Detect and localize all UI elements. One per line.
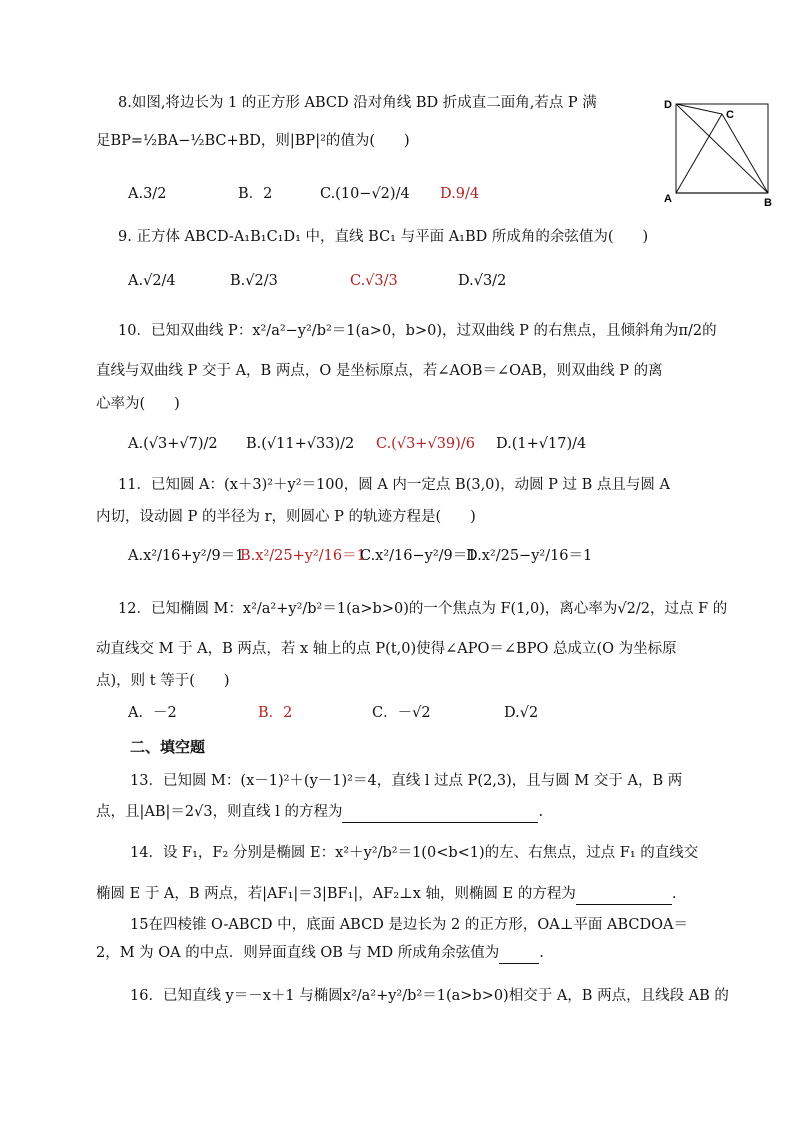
q11-option-d: D.x²/25−y²/16＝1 — [466, 548, 593, 564]
q15-stem-line2: 2，M 为 OA 的中点．则异面直线 OB 与 MD 所成角余弦值为 . — [96, 942, 544, 964]
fig-label-b: B — [764, 197, 772, 209]
q9-option-d: D.√3/2 — [458, 273, 507, 289]
q11-option-a: A.x²/16+y²/9＝1 — [128, 548, 245, 564]
q10-stem-line2: 直线与双曲线 P 交于 A，B 两点，O 是坐标原点，若∠AOB＝∠OAB，则双曲线 P 的离 — [96, 363, 663, 379]
q14-stem-line2: 椭圆 E 于 A，B 两点，若|AF₁|＝3|BF₁|，AF₂⊥x 轴，则椭圆 E 的方程为 . — [96, 883, 676, 905]
fig-label-d: D — [664, 99, 672, 111]
q10-option-d: D.(1+√17)/4 — [496, 436, 587, 452]
q12-stem-line2: 动直线交 M 于 A，B 两点，若 x 轴上的点 P(t,0)使得∠APO＝∠BPO 总成立(O 为坐标原 — [96, 641, 677, 657]
q10-option-b: B.(√11+√33)/2 — [246, 436, 355, 452]
q15-answer-blank[interactable] — [499, 947, 539, 964]
q9-option-b: B.√2/3 — [230, 273, 278, 289]
section-title-fill-in: 二、填空题 — [130, 738, 206, 756]
fig-label-c: C — [726, 109, 734, 121]
q10-stem-line3: 心率为( ) — [96, 396, 180, 412]
q15-stem-line1: 15在四棱锥 O-ABCD 中，底面 ABCD 是边长为 2 的正方形，OA⊥平面 ABCDOA＝ — [130, 917, 688, 933]
q12-option-b: B．2 — [258, 705, 293, 721]
q10-option-a: A.(√3+√7)/2 — [128, 436, 218, 452]
q13-stem-line1: 13．已知圆 M：(x－1)²＋(y－1)²＝4，直线 l 过点 P(2,3)，且与圆 M 交于 A，B 两 — [130, 773, 683, 789]
fig-label-a: A — [664, 193, 672, 205]
q8-option-b: B．2 — [238, 186, 273, 202]
q11-stem-line1: 11．已知圆 A：(x＋3)²＋y²＝100，圆 A 内一定点 B(3,0)，动圆 P 过 B 点且与圆 A — [118, 477, 670, 493]
q9-option-a: A.√2/4 — [128, 273, 176, 289]
q8-figure — [660, 96, 780, 211]
q9-option-c: C.√3/3 — [350, 273, 398, 289]
q8-option-c: C.(10−√2)/4 — [320, 186, 410, 202]
q13-stem-line2: 点，且|AB|＝2√3，则直线 l 的方程为 . — [96, 801, 543, 823]
q16-stem-line1: 16．已知直线 y＝－x＋1 与椭圆x²/a²+y²/b²＝1(a>b>0)相交于 A，B 两点，且线段 AB 的 — [130, 988, 729, 1004]
q14-text: 椭圆 E 于 A，B 两点，若|AF₁|＝3|BF₁|，AF₂⊥x 轴，则椭圆 E 的方程为 — [96, 886, 576, 902]
q13-answer-blank[interactable] — [342, 806, 538, 823]
q10-stem-line1: 10．已知双曲线 P：x²/a²−y²/b²＝1(a>0，b>0)，过双曲线 P 的右焦点，且倾斜角为π/2的 — [118, 323, 717, 339]
q12-option-a: A．－2 — [128, 705, 177, 721]
q13-text: 点，且|AB|＝2√3，则直线 l 的方程为 — [96, 804, 343, 820]
q8-stem-line1: 8.如图,将边长为 1 的正方形 ABCD 沿对角线 BD 折成直二面角,若点 P 满 — [118, 95, 597, 111]
q12-option-d: D.√2 — [504, 705, 539, 721]
q11-option-b: B.x²/25+y²/16＝1 — [240, 548, 366, 564]
q12-stem-line3: 点)，则 t 等于( ) — [96, 673, 230, 689]
q15-text: 2，M 为 OA 的中点．则异面直线 OB 与 MD 所成角余弦值为 — [96, 945, 500, 961]
q11-option-c: C.x²/16−y²/9＝1 — [360, 548, 477, 564]
q14-stem-line1: 14．设 F₁，F₂ 分别是椭圆 E：x²＋y²/b²＝1(0<b<1)的左、右焦点，过点 F₁ 的直线交 — [130, 845, 699, 861]
q14-answer-blank[interactable] — [576, 888, 672, 905]
q8-stem-line2: 足BP=½BA−½BC+BD，则|BP|²的值为( ) — [96, 133, 410, 149]
q11-stem-line2: 内切，设动圆 P 的半径为 r，则圆心 P 的轨迹方程是( ) — [96, 509, 476, 525]
q8-option-d: D.9/4 — [440, 186, 480, 202]
q12-stem-line1: 12．已知椭圆 M：x²/a²+y²/b²＝1(a>b>0)的一个焦点为 F(1,0)，离心率为√2/2，过点 F 的 — [118, 601, 728, 617]
q10-option-c: C.(√3+√39)/6 — [376, 436, 475, 452]
q8-option-a: A.3/2 — [128, 186, 167, 202]
q9-stem-line1: 9. 正方体 ABCD-A₁B₁C₁D₁ 中，直线 BC₁ 与平面 A₁BD 所成角的余弦值为( ) — [118, 229, 649, 245]
q12-option-c: C．－√2 — [372, 705, 431, 721]
